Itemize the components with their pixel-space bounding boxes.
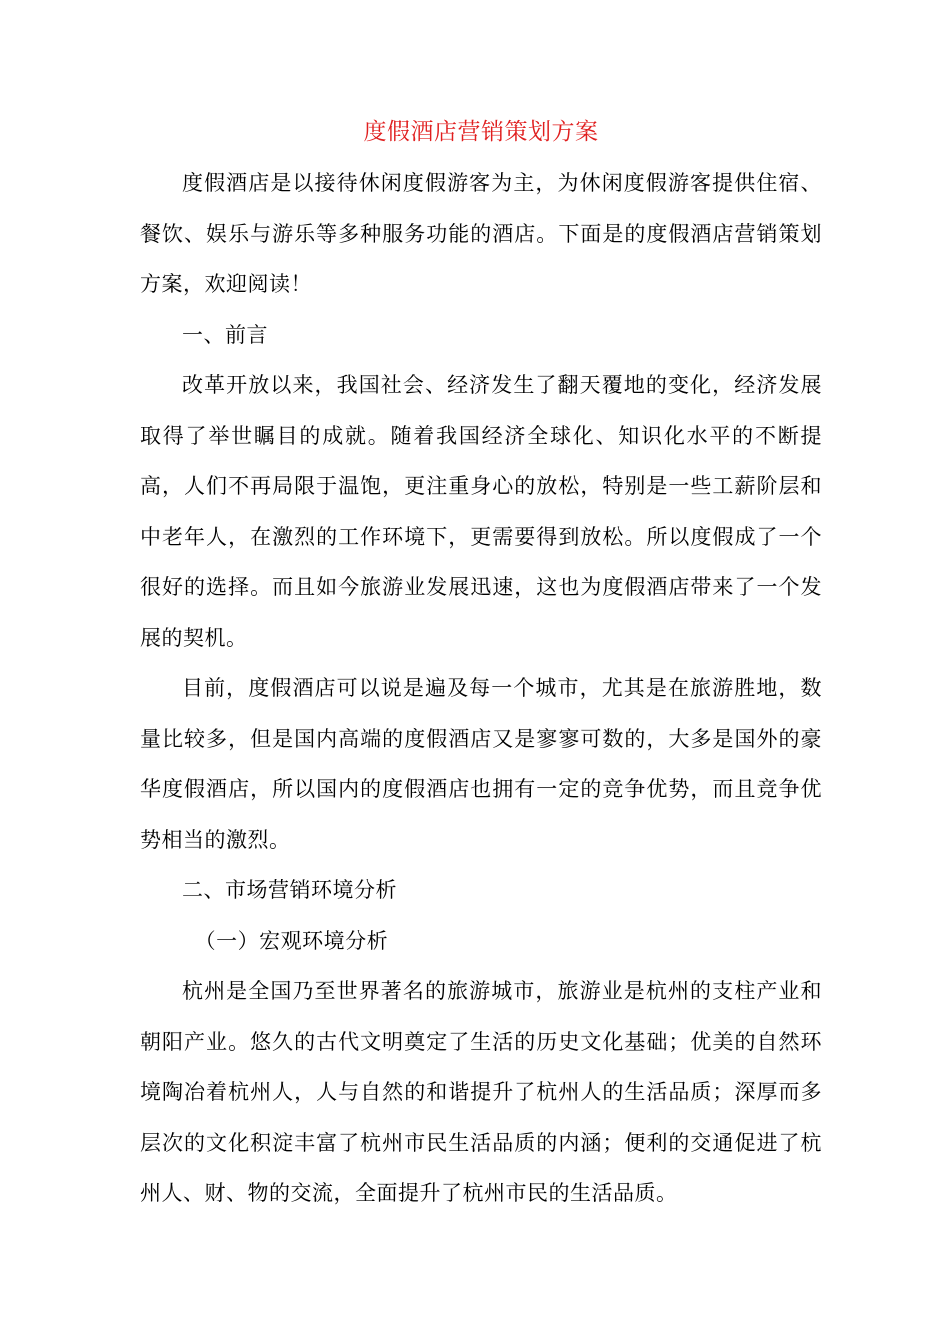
document-body bbox=[140, 112, 822, 1219]
intro-paragraph: 度假酒店是以接待休闲度假游客为主，为休闲度假游客提供住宿、餐饮、娱乐与游乐等多种服务功能的酒店。下面是的度假酒店营销策划方案，欢迎阅读！ bbox=[140, 171, 822, 296]
subsection-heading-macro-environment: （一）宏观环境分析 bbox=[194, 928, 389, 953]
preface-paragraph-1: 改革开放以来，我国社会、经济发生了翻天覆地的变化，经济发展取得了举世瞩目的成就。随着我国经济全球化、知识化水平的不断提高，人们不再局限于温饱，更注重身心的放松，特别是一些工薪阶层和中老年人，在激烈的工作环境下，更需要得到放松。所以度假成了一个很好的选择。而且如今旅游业发展迅速，这也为度假酒店带来了一个发展的契机。 bbox=[140, 373, 822, 650]
section-heading-market-analysis: 二、市场营销环境分析 bbox=[182, 878, 397, 902]
section-heading-preface: 一、前言 bbox=[182, 322, 268, 347]
preface-paragraph-2: 目前，度假酒店可以说是遍及每一个城市，尤其是在旅游胜地，数量比较多，但是国内高端的度假酒店又是寥寥可数的，大多是国外的豪华度假酒店，所以国内的度假酒店也拥有一定的竞争优势，而且竞争优势相当的激烈。 bbox=[140, 676, 822, 852]
macro-environment-paragraph: 杭州是全国乃至世界著名的旅游城市，旅游业是杭州的支柱产业和朝阳产业。悠久的古代文明奠定了生活的历史文化基础；优美的自然环境陶冶着杭州人，人与自然的和谐提升了杭州人的生活品质；深厚而多层次的文化积淀丰富了杭州市民生活品质的内涵；便利的交通促进了杭州人、财、物的交流，全面提升了杭州市民的生活品质。 bbox=[140, 979, 822, 1205]
document-title: 度假酒店营销策划方案 bbox=[363, 119, 599, 145]
